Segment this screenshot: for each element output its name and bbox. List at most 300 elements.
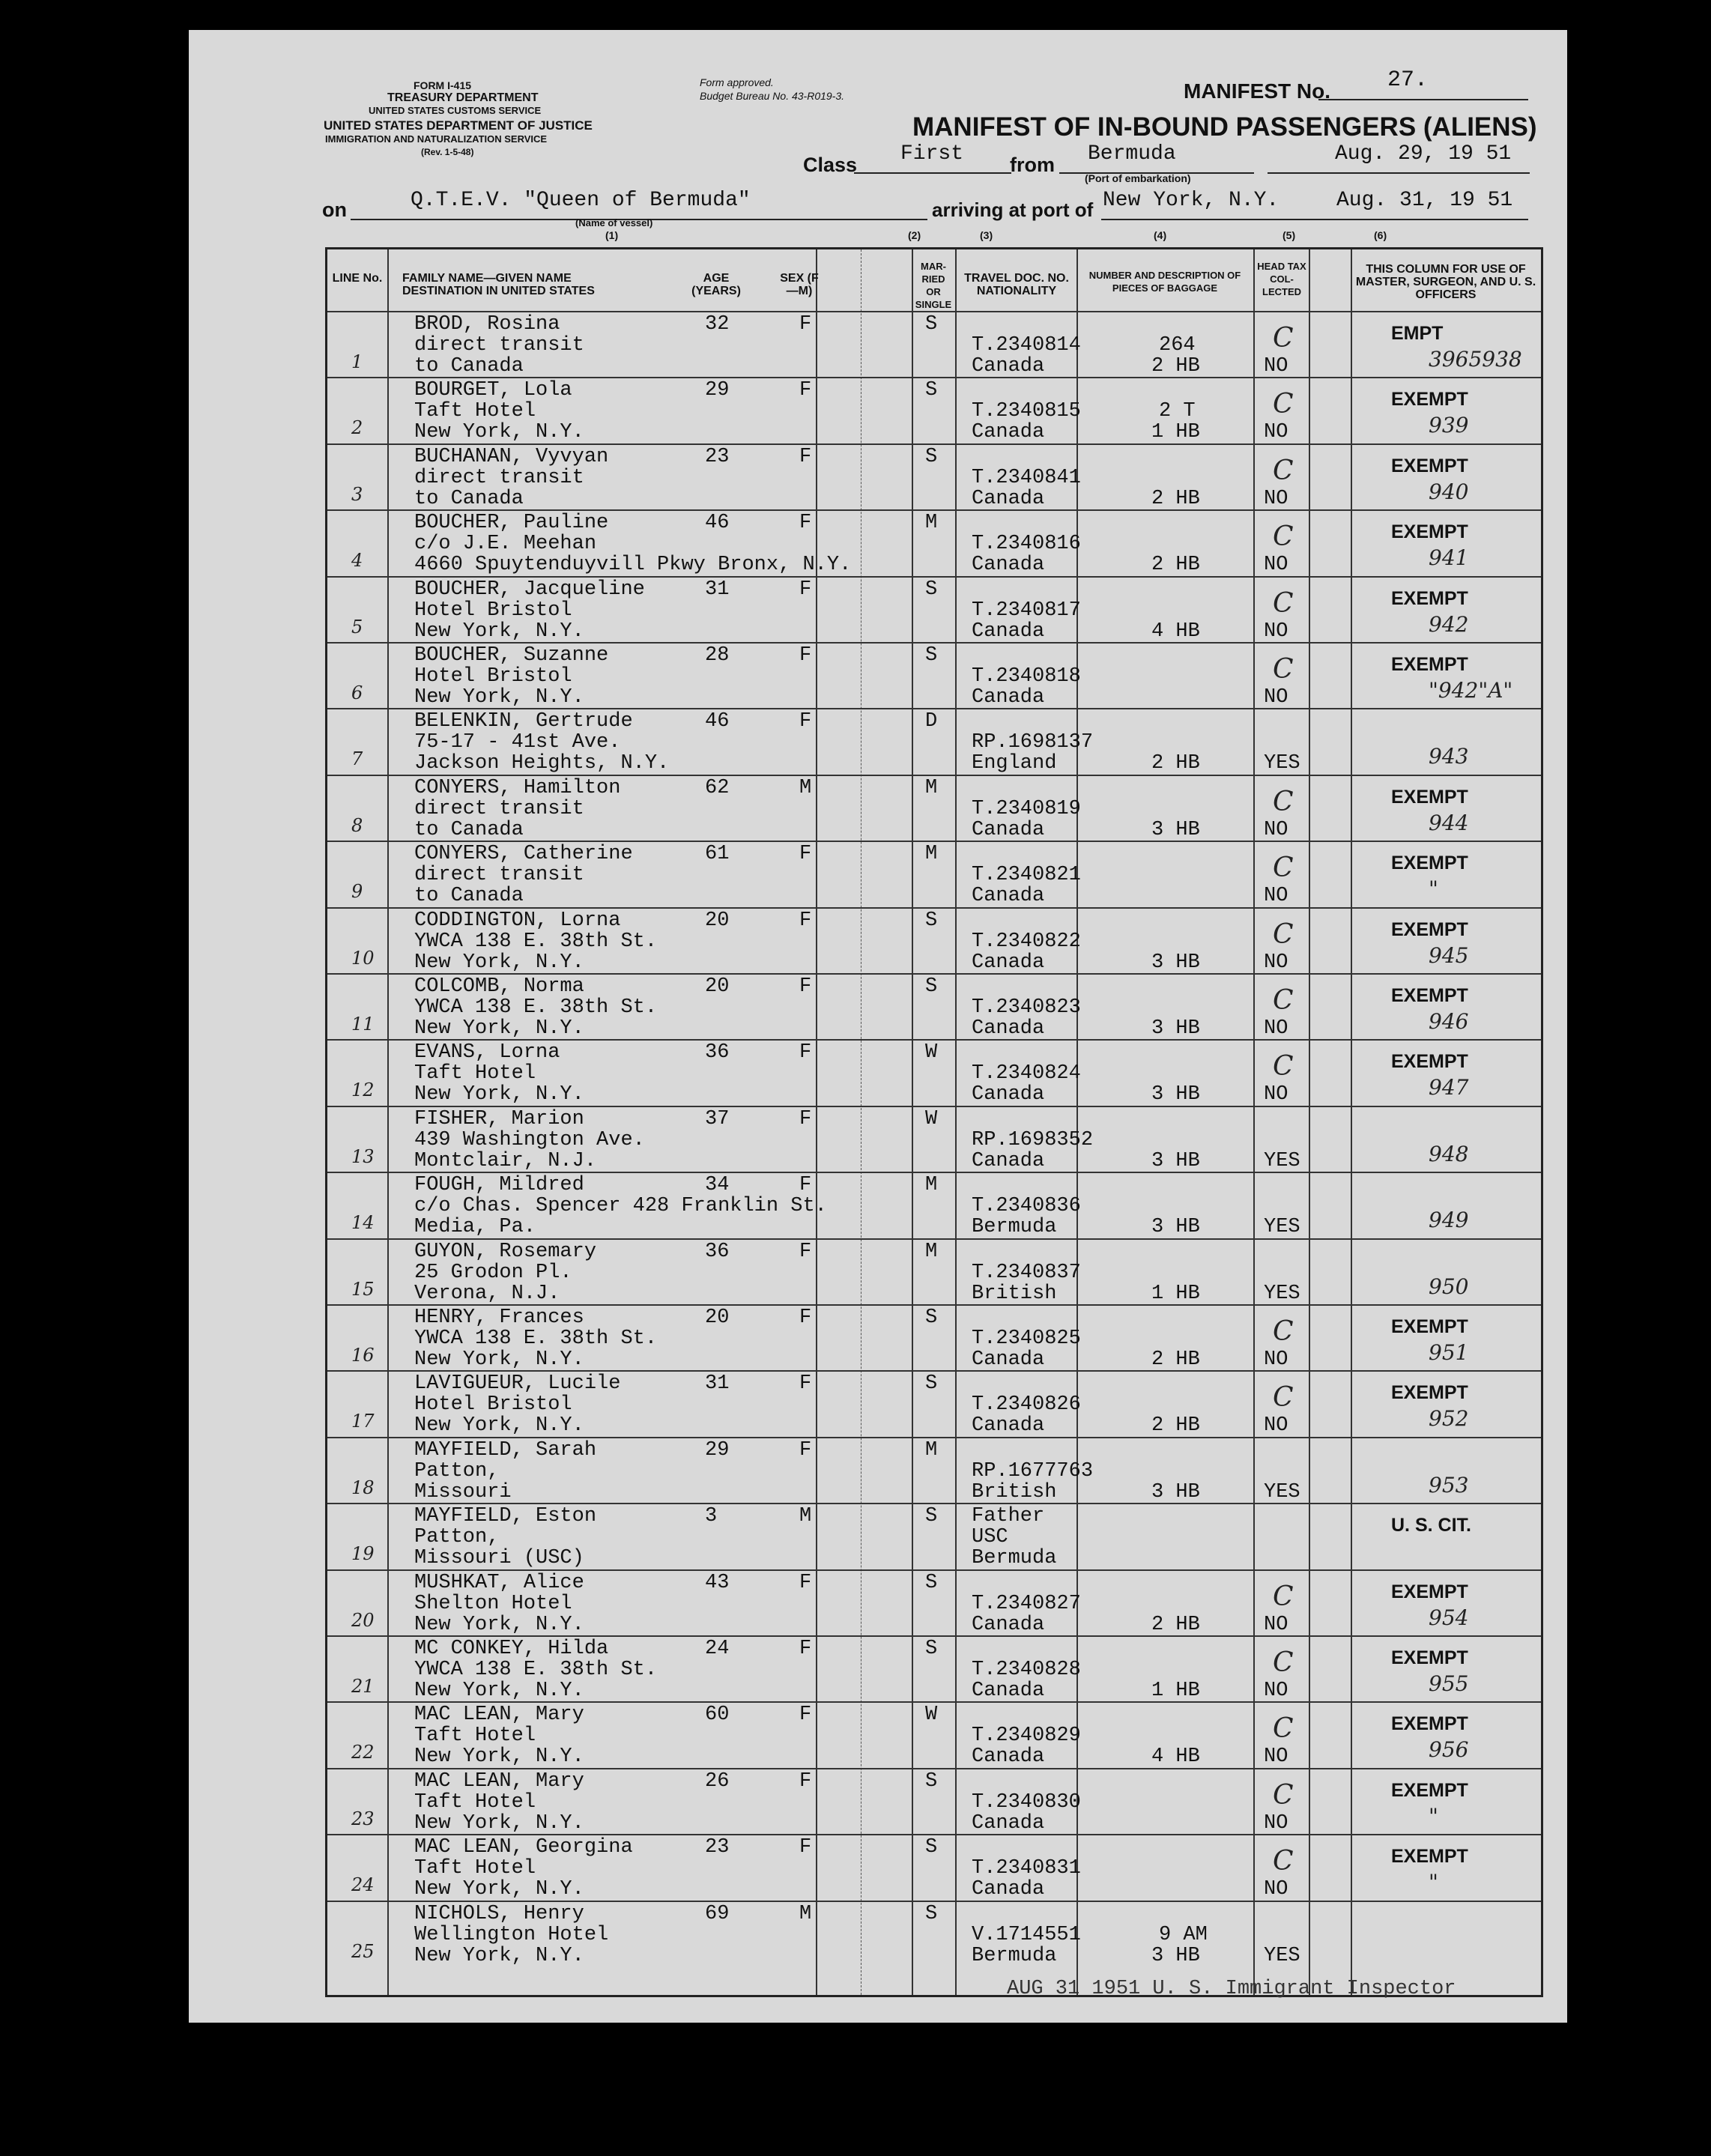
travel-doc-number: T.2340824: [972, 1062, 1081, 1085]
line-number: 7: [351, 748, 363, 770]
destination-line-2: New York, N.Y.: [414, 1083, 584, 1106]
officer-stamp: EXEMPT: [1391, 587, 1468, 609]
age-value: 26: [705, 1769, 730, 1793]
destination-line-1: Patton,: [414, 1526, 500, 1549]
destination-line-1: direct transit: [414, 797, 584, 820]
travel-doc-number: T.2340818: [972, 665, 1081, 688]
class-label: Class: [803, 154, 858, 176]
baggage-line-2: 3 HB: [1151, 951, 1200, 974]
collected-mark: C: [1273, 853, 1294, 884]
officer-number: 942: [1429, 611, 1469, 637]
destination-line-2: New York, N.Y.: [414, 620, 584, 643]
class-value: First: [900, 142, 964, 166]
marital-status: M: [925, 1438, 938, 1462]
passenger-name: LAVIGUEUR, Lucile: [414, 1372, 621, 1396]
table-row: [327, 1106, 1541, 1173]
destination-line-1: 75-17 - 41st Ave.: [414, 731, 621, 754]
head-tax-value: YES: [1264, 752, 1300, 775]
collected-mark: C: [1273, 918, 1294, 950]
age-value: 36: [705, 1041, 730, 1065]
destination-line-1: Taft Hotel: [414, 1857, 536, 1880]
passenger-name: FOUGH, Mildred: [414, 1174, 584, 1197]
officer-number: 946: [1429, 1009, 1469, 1034]
destination-line-2: New York, N.Y.: [414, 686, 584, 709]
officer-number: 940: [1429, 479, 1469, 504]
marital-status: S: [925, 313, 938, 336]
destination-line-1: Wellington Hotel: [414, 1923, 609, 1946]
officer-stamp: EXEMPT: [1391, 786, 1468, 808]
form-revision: (Rev. 1-5-48): [421, 147, 474, 157]
nationality: British: [972, 1282, 1057, 1305]
sex-value: F: [799, 1571, 812, 1594]
sex-value: F: [799, 975, 812, 998]
officer-stamp: EXEMPT: [1391, 1779, 1468, 1801]
sex-value: F: [799, 1438, 812, 1462]
travel-doc-number: T.2340821: [972, 864, 1081, 887]
passenger-name: CONYERS, Hamilton: [414, 776, 621, 799]
sex-value: M: [799, 1902, 812, 1925]
baggage-line-1: 2 T: [1159, 400, 1196, 423]
table-row: [327, 1569, 1541, 1637]
officer-stamp: EXEMPT: [1391, 1382, 1468, 1404]
head-tax-value: YES: [1264, 1149, 1300, 1172]
travel-doc-number: RP.1698137: [972, 731, 1094, 754]
travel-doc-number: RP.1677763: [972, 1459, 1094, 1483]
travel-doc-number: T.2340816: [972, 533, 1081, 556]
destination-line-1: YWCA 138 E. 38th St.: [414, 996, 658, 1019]
passenger-name: MUSHKAT, Alice: [414, 1571, 584, 1594]
passenger-name: CODDINGTON, Lorna: [414, 909, 621, 932]
travel-doc-number: T.2340841: [972, 466, 1081, 489]
travel-doc-number: T.2340830: [972, 1790, 1081, 1814]
sex-value: F: [799, 1836, 812, 1859]
nationality: Bermuda: [972, 1216, 1057, 1239]
head-tax-value: YES: [1264, 1216, 1300, 1239]
nationality: England: [972, 752, 1057, 775]
destination-line-2: New York, N.Y.: [414, 1613, 584, 1636]
head-tax-value: NO: [1264, 1083, 1288, 1106]
head-tax-value: NO: [1264, 1017, 1288, 1040]
officer-stamp: EXEMPT: [1391, 1713, 1468, 1735]
travel-doc-number: T.2340825: [972, 1327, 1081, 1350]
sex-value: F: [799, 1704, 812, 1727]
head-tax-value: NO: [1264, 355, 1288, 378]
officer-number: "942"A": [1429, 678, 1513, 703]
travel-doc-number: T.2340822: [972, 930, 1081, 953]
marital-status: S: [925, 909, 938, 932]
table-row: [327, 907, 1541, 975]
officer-stamp: EXEMPT: [1391, 521, 1468, 543]
line-number: 19: [351, 1543, 375, 1565]
inspector-stamp: AUG 31 1951 U. S. Immigrant Inspector: [1007, 1978, 1456, 2000]
officer-number: 955: [1429, 1671, 1469, 1696]
manifest-number: 27.: [1387, 67, 1429, 93]
table-row: [327, 1635, 1541, 1703]
passenger-name: MAC LEAN, Georgina: [414, 1836, 633, 1859]
collected-mark: C: [1273, 1846, 1294, 1877]
destination-line-2: to Canada: [414, 885, 524, 908]
officer-number: 939: [1429, 413, 1469, 438]
baggage-line-2: 3 HB: [1151, 1480, 1200, 1504]
table-row: [327, 973, 1541, 1041]
head-tax-value: NO: [1264, 951, 1288, 974]
age-value: 31: [705, 578, 730, 601]
age-value: 43: [705, 1571, 730, 1594]
nationality: Canada: [972, 1745, 1045, 1769]
marital-status: S: [925, 975, 938, 998]
arrival-port: New York, N.Y.: [1103, 189, 1280, 212]
head-tax-value: NO: [1264, 554, 1288, 577]
collected-mark: C: [1273, 1713, 1294, 1745]
line-number: 3: [351, 483, 363, 505]
table-row: [327, 1503, 1541, 1570]
destination-line-1: Taft Hotel: [414, 400, 536, 423]
travel-doc-number: T.2340814: [972, 334, 1081, 357]
passenger-name: FISHER, Marion: [414, 1107, 584, 1130]
line-number: 24: [351, 1874, 375, 1896]
passenger-name: NICHOLS, Henry: [414, 1902, 584, 1925]
destination-line-1: Hotel Bristol: [414, 599, 572, 622]
table-row: [327, 1172, 1541, 1239]
officer-stamp: EXEMPT: [1391, 654, 1468, 675]
approval-note: Form approved.: [700, 76, 774, 88]
baggage-line-2: 2 HB: [1151, 355, 1200, 378]
destination-line-2: 4660 Spuytenduyvill Pkwy Bronx, N.Y.: [414, 554, 852, 577]
officer-number: 954: [1429, 1605, 1469, 1630]
budget-bureau: Budget Bureau No. 43-R019-3.: [700, 90, 845, 102]
line-number: 5: [351, 616, 363, 638]
age-value: 46: [705, 512, 730, 535]
baggage-line-2: 4 HB: [1151, 620, 1200, 643]
travel-doc-number: T.2340817: [972, 599, 1081, 622]
officer-number: 945: [1429, 942, 1469, 968]
header-line-no: LINE No.: [332, 272, 383, 285]
officer-stamp: EXEMPT: [1391, 1051, 1468, 1073]
collected-mark: C: [1273, 1051, 1294, 1082]
nationality: Canada: [972, 1613, 1045, 1636]
collected-mark: C: [1273, 587, 1294, 619]
head-tax-value: NO: [1264, 1613, 1288, 1636]
line-number: 17: [351, 1411, 375, 1432]
marital-status: S: [925, 1306, 938, 1329]
col-num-3: (3): [980, 229, 993, 241]
table-row: [327, 1437, 1541, 1504]
passenger-name: BOUCHER, Jacqueline: [414, 578, 645, 601]
nationality: Canada: [972, 1811, 1045, 1835]
marital-status: M: [925, 776, 938, 799]
officer-stamp: EXEMPT: [1391, 918, 1468, 940]
baggage-line-2: 3 HB: [1151, 818, 1200, 841]
dept-ins: IMMIGRATION AND NATURALIZATION SERVICE: [325, 133, 548, 145]
vessel-name: Q.T.E.V. "Queen of Bermuda": [411, 189, 751, 212]
on-label: on: [322, 199, 347, 221]
line-number: 12: [351, 1079, 375, 1101]
port-of-embarkation: Bermuda: [1088, 142, 1176, 166]
destination-line-2: New York, N.Y.: [414, 1745, 584, 1769]
header-sex: SEX (F—M): [780, 272, 819, 297]
marital-status: W: [925, 1041, 938, 1065]
line-number: 1: [351, 351, 363, 372]
line-number: 13: [351, 1145, 375, 1167]
line-number: 23: [351, 1808, 375, 1829]
age-value: 62: [705, 776, 730, 799]
passenger-name: MAC LEAN, Mary: [414, 1704, 584, 1727]
marital-status: S: [925, 1769, 938, 1793]
collected-mark: C: [1273, 1316, 1294, 1347]
sex-value: F: [799, 1769, 812, 1793]
sex-value: F: [799, 1306, 812, 1329]
line-number: 25: [351, 1940, 375, 1962]
passenger-table: [325, 247, 1543, 1997]
destination-line-2: Media, Pa.: [414, 1216, 536, 1239]
head-tax-value: YES: [1264, 1944, 1300, 1967]
travel-doc-number: T.2340836: [972, 1195, 1081, 1218]
passenger-name: BOURGET, Lola: [414, 379, 572, 402]
nationality-line-2: Bermuda: [972, 1547, 1057, 1570]
head-tax-value: NO: [1264, 421, 1288, 444]
passenger-name: GUYON, Rosemary: [414, 1240, 597, 1263]
baggage-line-2: 3 HB: [1151, 1216, 1200, 1239]
travel-doc-number: V.1714551: [972, 1923, 1081, 1946]
age-value: 31: [705, 1372, 730, 1396]
officer-number: 952: [1429, 1406, 1469, 1432]
travel-doc-number: T.2340827: [972, 1592, 1081, 1615]
destination-line-1: YWCA 138 E. 38th St.: [414, 930, 658, 953]
sex-value: F: [799, 1638, 812, 1660]
table-row: [327, 642, 1541, 709]
header-baggage: NUMBER AND DESCRIPTION OF PIECES OF BAGGAGE: [1088, 270, 1241, 294]
marital-status: S: [925, 1571, 938, 1594]
destination-line-2: New York, N.Y.: [414, 1811, 584, 1835]
dept-customs: UNITED STATES CUSTOMS SERVICE: [369, 105, 542, 116]
officer-number: 941: [1429, 545, 1469, 571]
travel-doc-number: T.2340829: [972, 1725, 1081, 1748]
head-tax-value: NO: [1264, 885, 1288, 908]
col-num-5: (5): [1283, 229, 1296, 241]
marital-status: S: [925, 1836, 938, 1859]
passenger-name: CONYERS, Catherine: [414, 843, 633, 866]
port-embarkation-caption: (Port of embarkation): [1085, 172, 1191, 184]
baggage-line-2: 2 HB: [1151, 1414, 1200, 1438]
table-row: [327, 708, 1541, 775]
officer-number: 3965938: [1429, 347, 1522, 372]
header-age: AGE (YEARS): [691, 272, 741, 297]
head-tax-value: NO: [1264, 620, 1288, 643]
passenger-name: EVANS, Lorna: [414, 1041, 560, 1065]
sex-value: F: [799, 313, 812, 336]
age-value: 3: [705, 1505, 718, 1528]
header-officer-use: THIS COLUMN FOR USE OF MASTER, SURGEON, AND U. S. OFFICERS: [1355, 263, 1536, 301]
table-row: [327, 1304, 1541, 1372]
passenger-name: BROD, Rosina: [414, 313, 560, 336]
baggage-line-2: 1 HB: [1151, 1680, 1200, 1702]
destination-line-2: New York, N.Y.: [414, 1414, 584, 1438]
destination-line-2: New York, N.Y.: [414, 421, 584, 444]
departure-date: Aug. 29, 19 51: [1335, 142, 1512, 166]
baggage-line-2: 3 HB: [1151, 1944, 1200, 1967]
marital-status: M: [925, 1240, 938, 1263]
nationality: Bermuda: [972, 1944, 1057, 1967]
officer-stamp: U. S. CIT.: [1391, 1515, 1471, 1536]
baggage-line-2: 1 HB: [1151, 421, 1200, 444]
line-number: 11: [351, 1014, 375, 1035]
collected-mark: C: [1273, 654, 1294, 685]
table-row: [327, 1238, 1541, 1306]
age-value: 20: [705, 909, 730, 932]
header-head-tax: HEAD TAX COL-LECTED: [1257, 261, 1306, 297]
collected-mark: C: [1273, 786, 1294, 817]
age-value: 23: [705, 445, 730, 468]
travel-doc-number: T.2340837: [972, 1261, 1081, 1284]
travel-doc-number: RP.1698352: [972, 1128, 1094, 1151]
baggage-line-2: 3 HB: [1151, 1149, 1200, 1172]
nationality: Canada: [972, 818, 1045, 841]
nationality: Canada: [972, 1878, 1045, 1901]
header-name: FAMILY NAME—GIVEN NAME DESTINATION IN UNITED STATES: [402, 272, 595, 297]
destination-line-2: New York, N.Y.: [414, 1017, 584, 1040]
baggage-line-2: 3 HB: [1151, 1017, 1200, 1040]
passenger-name: MAC LEAN, Mary: [414, 1769, 584, 1793]
head-tax-value: NO: [1264, 1348, 1288, 1371]
destination-line-2: New York, N.Y.: [414, 1680, 584, 1702]
manifest-label: MANIFEST No.: [1184, 79, 1330, 103]
line-number: 10: [351, 947, 375, 969]
table-row: [327, 509, 1541, 577]
sex-value: F: [799, 1240, 812, 1263]
passenger-name: HENRY, Frances: [414, 1306, 584, 1329]
destination-line-2: New York, N.Y.: [414, 951, 584, 974]
sex-value: F: [799, 445, 812, 468]
sex-value: M: [799, 1505, 812, 1528]
passenger-name: BOUCHER, Suzanne: [414, 644, 609, 667]
line-number: 22: [351, 1742, 375, 1763]
passenger-name: MAYFIELD, Sarah: [414, 1438, 597, 1462]
marital-status: S: [925, 644, 938, 667]
destination-line-1: Taft Hotel: [414, 1725, 536, 1748]
marital-status: D: [925, 710, 938, 733]
collected-mark: C: [1273, 1581, 1294, 1612]
officer-stamp: EXEMPT: [1391, 1846, 1468, 1868]
table-row: [327, 443, 1541, 511]
marital-status: S: [925, 1638, 938, 1660]
passenger-name: BELENKIN, Gertrude: [414, 710, 633, 733]
age-value: 60: [705, 1704, 730, 1727]
baggage-line-2: 2 HB: [1151, 1348, 1200, 1371]
table-row: [327, 1370, 1541, 1438]
nationality: Canada: [972, 1348, 1045, 1371]
officer-number: 950: [1429, 1274, 1469, 1299]
nationality: Canada: [972, 1680, 1045, 1702]
destination-line-2: to Canada: [414, 818, 524, 841]
officer-number: 944: [1429, 810, 1469, 835]
age-value: 20: [705, 1306, 730, 1329]
table-row: [327, 311, 1541, 378]
arrival-date: Aug. 31, 19 51: [1336, 189, 1513, 212]
officer-number: ": [1429, 1870, 1438, 1895]
officer-stamp: EXEMPT: [1391, 853, 1468, 874]
passenger-name: COLCOMB, Norma: [414, 975, 584, 998]
baggage-line-2: 2 HB: [1151, 554, 1200, 577]
destination-line-1: Patton,: [414, 1459, 500, 1483]
line-number: 21: [351, 1676, 375, 1697]
age-value: 28: [705, 644, 730, 667]
nationality: Canada: [972, 355, 1045, 378]
collected-mark: C: [1273, 1779, 1294, 1811]
col-num-6: (6): [1374, 229, 1387, 241]
officer-stamp: EXEMPT: [1391, 985, 1468, 1006]
destination-line-2: Missouri (USC): [414, 1547, 584, 1570]
nationality: British: [972, 1480, 1057, 1504]
line-number: 2: [351, 417, 363, 439]
head-tax-value: NO: [1264, 1811, 1288, 1835]
travel-doc-number: Father: [972, 1505, 1045, 1528]
destination-line-1: 25 Grodon Pl.: [414, 1261, 572, 1284]
marital-status: S: [925, 578, 938, 601]
head-tax-value: NO: [1264, 1878, 1288, 1901]
travel-doc-number: T.2340831: [972, 1857, 1081, 1880]
destination-line-1: YWCA 138 E. 38th St.: [414, 1659, 658, 1681]
sex-value: F: [799, 1107, 812, 1130]
col-num-2: (2): [908, 229, 921, 241]
officer-number: 949: [1429, 1208, 1469, 1233]
sex-value: F: [799, 909, 812, 932]
age-value: 34: [705, 1174, 730, 1197]
sex-value: F: [799, 512, 812, 535]
head-tax-value: NO: [1264, 487, 1288, 510]
line-number: 15: [351, 1278, 375, 1300]
travel-doc-number: T.2340819: [972, 797, 1081, 820]
table-row: [327, 377, 1541, 444]
travel-doc-number: T.2340815: [972, 400, 1081, 423]
line-number: 8: [351, 814, 363, 836]
head-tax-value: NO: [1264, 1680, 1288, 1702]
passenger-name: MC CONKEY, Hilda: [414, 1638, 609, 1660]
sex-value: M: [799, 776, 812, 799]
baggage-line-2: 2 HB: [1151, 487, 1200, 510]
baggage-line-1: 9 AM: [1159, 1923, 1208, 1946]
table-row: [327, 1834, 1541, 1901]
destination-line-2: Missouri: [414, 1480, 512, 1504]
baggage-line-2: 1 HB: [1151, 1282, 1200, 1305]
from-label: from: [1010, 154, 1055, 176]
age-value: 24: [705, 1638, 730, 1660]
travel-doc-number: T.2340823: [972, 996, 1081, 1019]
nationality: Canada: [972, 554, 1045, 577]
dept-justice: UNITED STATES DEPARTMENT OF JUSTICE: [324, 118, 593, 133]
officer-stamp: EXEMPT: [1391, 1647, 1468, 1668]
age-value: 20: [705, 975, 730, 998]
line-number: 9: [351, 881, 363, 903]
age-value: 29: [705, 379, 730, 402]
destination-line-2: Montclair, N.J.: [414, 1149, 597, 1172]
head-tax-value: YES: [1264, 1282, 1300, 1305]
line-number: 4: [351, 550, 363, 572]
officer-stamp: EMPT: [1391, 323, 1444, 344]
destination-line-1: Hotel Bristol: [414, 1393, 572, 1417]
col-num-1: (1): [605, 229, 619, 241]
age-value: 36: [705, 1240, 730, 1263]
marital-status: M: [925, 1174, 938, 1197]
officer-number: ": [1429, 1803, 1438, 1829]
head-tax-value: YES: [1264, 1480, 1300, 1504]
baggage-line-2: 2 HB: [1151, 752, 1200, 775]
table-row: [327, 1701, 1541, 1769]
baggage-line-2: 4 HB: [1151, 1745, 1200, 1769]
travel-doc-number: T.2340828: [972, 1659, 1081, 1681]
line-number: 16: [351, 1345, 375, 1366]
table-row: [327, 576, 1541, 644]
destination-line-2: Jackson Heights, N.Y.: [414, 752, 670, 775]
